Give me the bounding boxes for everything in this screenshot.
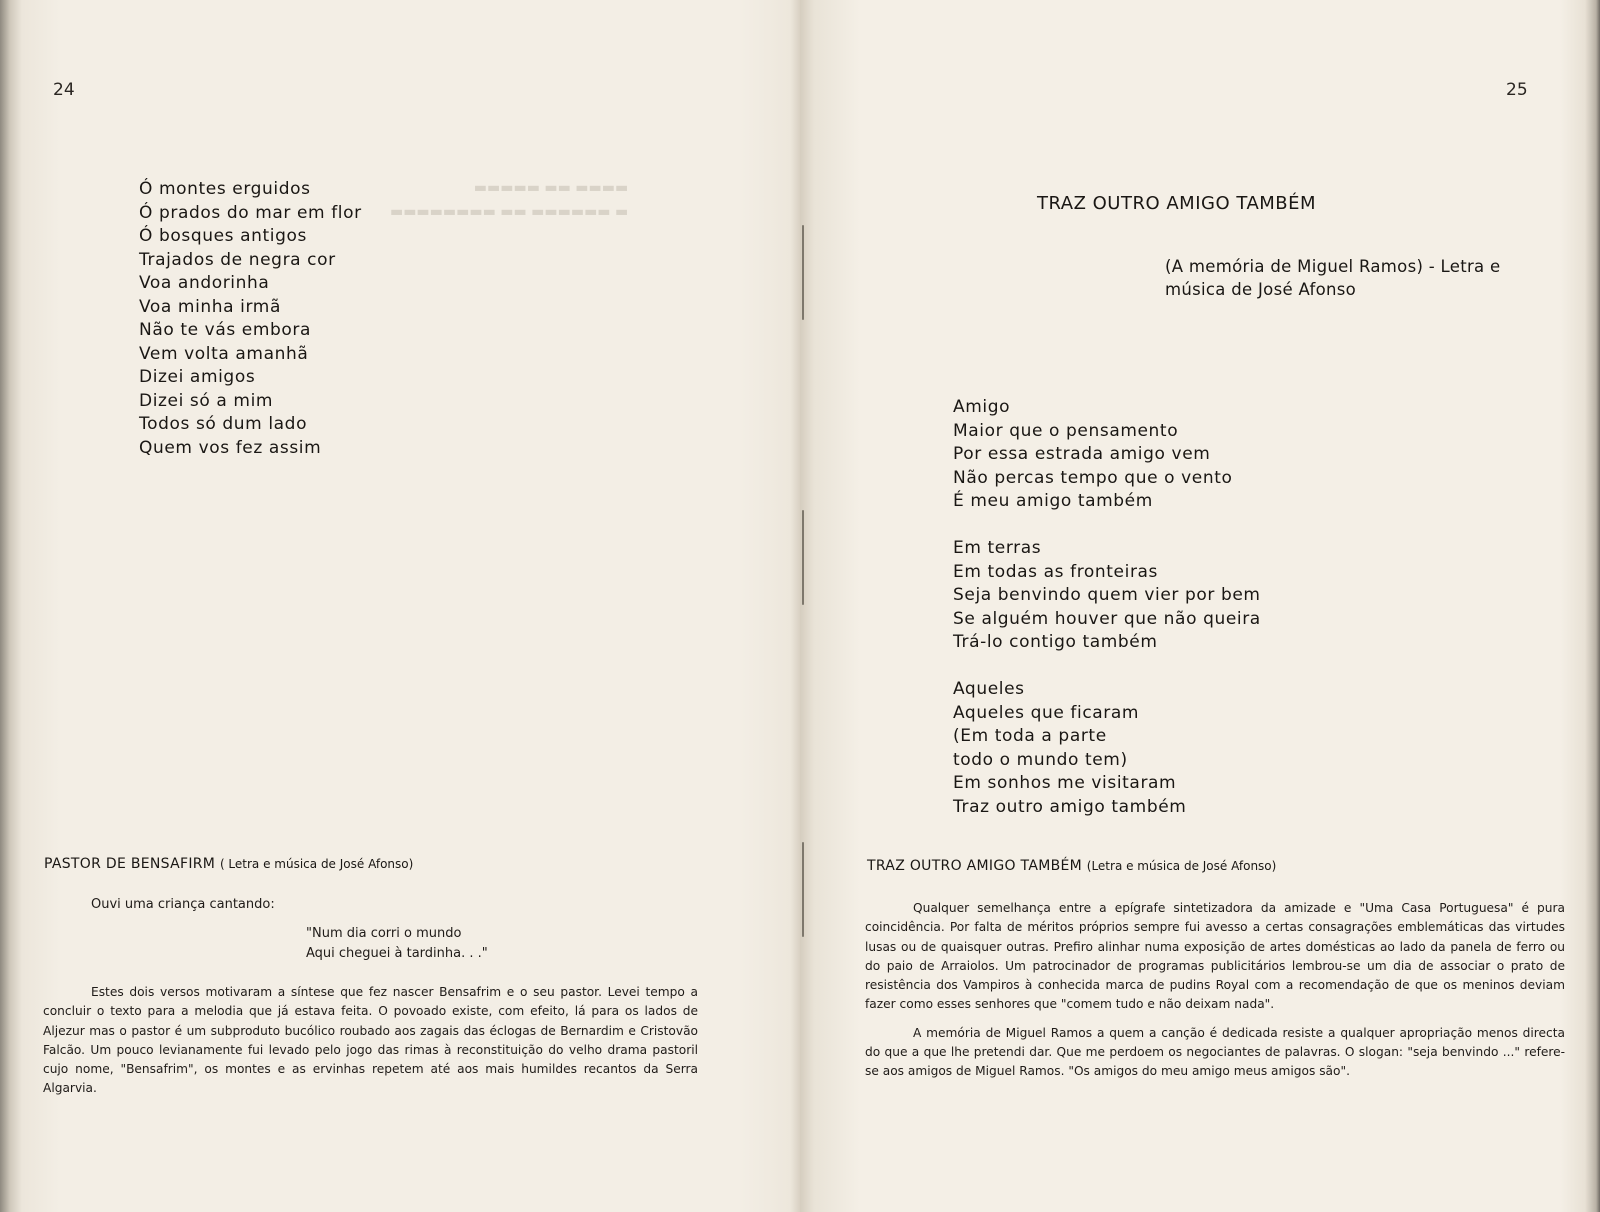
poem-line: É meu amigo também xyxy=(953,491,1153,511)
poem-line: Trajados de negra cor xyxy=(139,249,336,270)
quote-line: Aqui cheguei à tardinha. . ." xyxy=(306,946,488,961)
quote-line: "Num dia corri o mundo xyxy=(306,926,462,941)
note-heading xyxy=(44,856,413,872)
song-title: TRAZ OUTRO AMIGO TAMBÉM xyxy=(1037,193,1317,214)
poem-line: Em sonhos me visitaram xyxy=(953,773,1177,793)
note-credit: (Letra e música de José Afonso) xyxy=(1086,859,1277,873)
paragraph-text: A memória de Miguel Ramos a quem a canção é dedicada resiste a qualquer apropriação menos directa do que a que lhe pretendi dar. Que me perdoem os negociantes de palavras. O slogan: "seja benvindo ..." refere-se aos amigos de Miguel Ramos. "Os amigos do meu amigo meus amigos são". xyxy=(865,1025,1565,1079)
page-number: 24 xyxy=(53,80,75,100)
note-quote xyxy=(306,924,488,964)
paragraph-text: Qualquer semelhança entre a epígrafe sintetizadora da amizade e "Uma Casa Portuguesa" é pura coincidência. Por falta de méritos próprios sempre fui avesso a certas consagrações emblemáticas das virtudes lusas ou de quaisquer outras. Prefiro alinhar numa exposição de artes domésticas ao lado da panela de ferro ou do paio de Arraiolos. Um patrocinador de programas publicitários lembrou-se um dia de associar o prato de resistência dos Vampiros à conhecida marca de pudins Royal com a recomendação de que os meninos deviam fazer como esses senhores que "comem tudo e não deixam nada". xyxy=(865,901,1565,1012)
stanza xyxy=(953,396,1261,514)
poem-amigo xyxy=(953,396,1261,819)
poem-line: Trá-lo contigo também xyxy=(953,632,1158,652)
poem-line: Aqueles xyxy=(953,679,1025,699)
binding-stitch xyxy=(802,842,804,937)
poem-line: Vem volta amanhã xyxy=(139,343,309,364)
stanza xyxy=(953,537,1261,655)
poem-line: Seja benvindo quem vier por bem xyxy=(953,585,1261,605)
poem-line: Em todas as fronteiras xyxy=(953,561,1159,582)
paragraph-text: Estes dois versos motivaram a síntese que fez nascer Bensafrim e o seu pastor. Levei tempo a concluir o texto para a melodia que já estava feita. O povoado existe, com efeito, lá para os lados de Aljezur mas o pastor é um subproduto bucólico roubado aos zagais das éclogas de Bernardim e Cristovão Falcão. Um pouco levianamente fui levado pelo jogo das rimas à reconstituição do velho drama pastoril cujo nome, "Bensafrim", os montes e as ervinhas repetem até aos mais humildes recantos da Serra Algarvia. xyxy=(43,985,698,1096)
poem-line: Ó montes erguidos xyxy=(139,179,311,199)
poem-line: Voa minha irmã xyxy=(139,296,281,317)
poem-line: Não te vás embora xyxy=(139,320,312,340)
poem-line: Dizei amigos xyxy=(139,367,256,387)
poem-line: Não percas tempo que o vento xyxy=(953,467,1233,488)
poem-line: (Em toda a parte xyxy=(953,726,1107,746)
show-through-text: ▬▬▬▬ ▬▬ ▬▬▬▬▬ ▬ ▬▬▬▬▬▬ ▬▬ ▬▬▬▬▬▬▬▬ xyxy=(390,180,629,220)
note-credit: ( Letra e música de José Afonso) xyxy=(219,857,414,871)
note-intro: Ouvi uma criança cantando: xyxy=(91,897,275,912)
binding-stitch xyxy=(802,510,804,605)
poem-line: Se alguém houver que não queira xyxy=(953,608,1261,629)
right-page xyxy=(800,0,1600,1212)
poem-line: Dizei só a mim xyxy=(139,390,274,411)
poem-line: Aqueles que ficaram xyxy=(953,702,1140,723)
note-paragraph xyxy=(43,983,698,1099)
stanza xyxy=(953,678,1261,819)
poem-line: Em terras xyxy=(953,538,1042,558)
poem-line: Maior que o pensamento xyxy=(953,420,1179,441)
page-number: 25 xyxy=(1506,80,1528,100)
poem-montes xyxy=(139,178,362,460)
poem-line: todo o mundo tem) xyxy=(953,749,1128,770)
note-title: PASTOR DE BENSAFIRM xyxy=(44,856,216,872)
poem-line: Ó prados do mar em flor xyxy=(139,202,362,223)
binding-stitch xyxy=(802,225,804,320)
song-subtitle: (A memória de Miguel Ramos) - Letra e música de José Afonso xyxy=(1165,257,1501,299)
note-title: TRAZ OUTRO AMIGO TAMBÉM xyxy=(867,858,1082,874)
poem-line: Todos só dum lado xyxy=(139,414,308,434)
poem-line: Voa andorinha xyxy=(139,273,270,293)
poem-line: Quem vos fez assim xyxy=(139,437,322,458)
note-heading xyxy=(867,858,1276,874)
poem-line: Amigo xyxy=(953,397,1011,417)
note-body xyxy=(865,899,1565,1082)
poem-line: Ó bosques antigos xyxy=(139,226,307,246)
poem-line: Por essa estrada amigo vem xyxy=(953,444,1211,464)
poem-line: Traz outro amigo também xyxy=(953,796,1187,817)
